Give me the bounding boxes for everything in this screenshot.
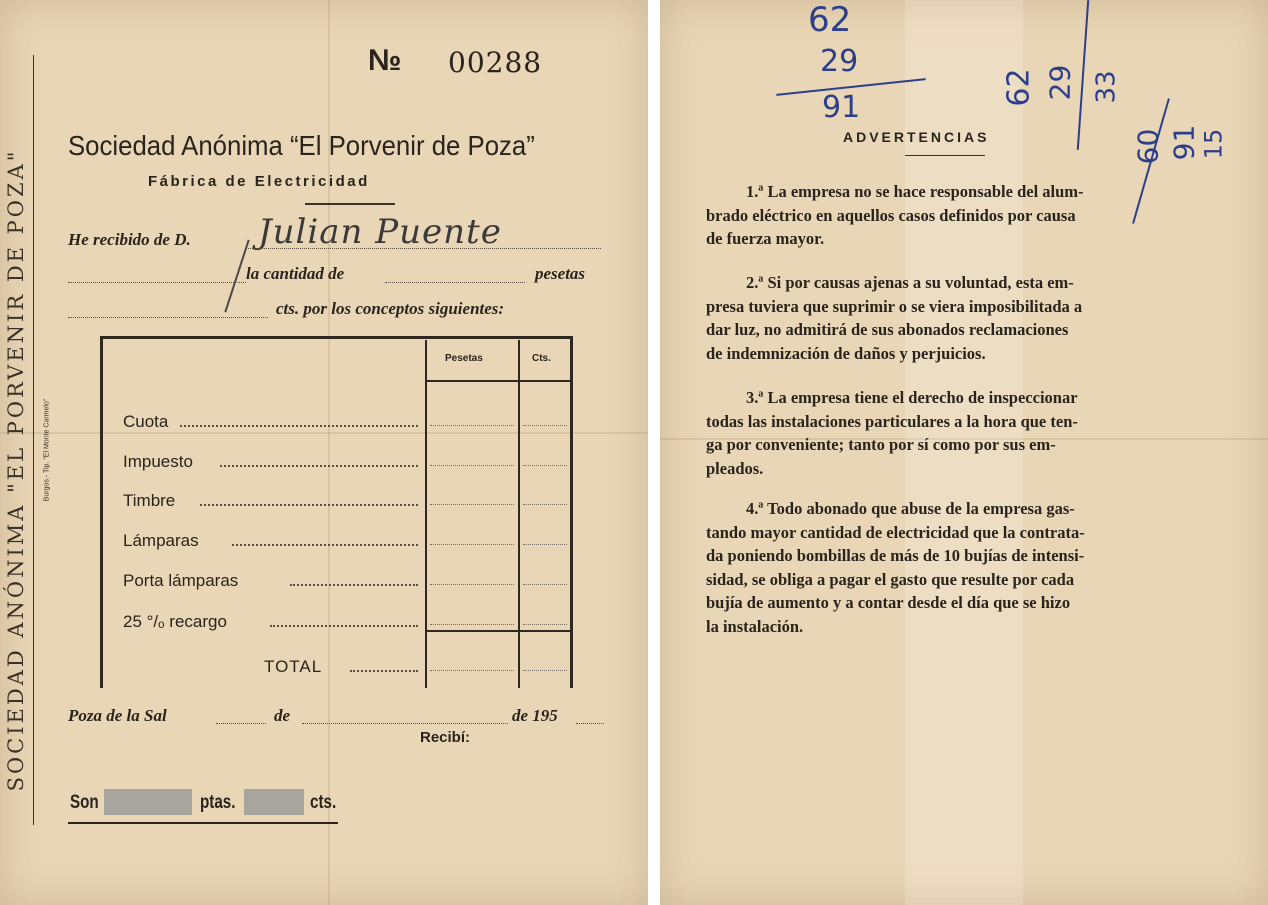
received-from-label: He recibido de D. [68, 230, 191, 249]
para-line: de indemnización de daños y perjuicios. [706, 343, 986, 363]
para-line: sidad, se obliga a pagar el gasto que resulte por cada [706, 569, 1075, 589]
para-line: pleados. [706, 458, 764, 478]
table-total-rule [425, 630, 571, 632]
item-timbre: Timbre [123, 491, 176, 510]
amount-line [385, 282, 525, 283]
table-col-divider [425, 340, 427, 688]
cell-line [523, 504, 567, 505]
cell-line [430, 544, 514, 545]
number-symbol: № [368, 44, 402, 77]
day-line [216, 723, 266, 724]
cell-line [430, 425, 514, 426]
redacted-cents [244, 789, 304, 815]
concepts-label: cts. por los conceptos siguientes: [276, 299, 505, 318]
pen-calc-2-a: 62 [1001, 68, 1037, 107]
subtitle-rule [305, 203, 395, 205]
cell-line [523, 670, 567, 671]
para-line: da poniendo bombillas de más de 10 bujías de intensi- [706, 546, 1085, 565]
para-line: 3.ª La empresa tiene el derecho de inspeccionar [746, 388, 1078, 407]
item-cuota: Cuota [123, 412, 169, 431]
advertencia-2 [706, 271, 1184, 365]
son-underline [68, 822, 338, 824]
cell-line [523, 624, 567, 625]
cell-line [430, 504, 514, 505]
item-recargo: 25 °/ₒ recargo [123, 612, 227, 631]
para-line: dar luz, no admitirá de sus abonados reclamaciones [706, 320, 1069, 339]
amount-label: la cantidad de [246, 264, 345, 283]
para-line: ga por conveniente; tanto por sí como por sus em- [706, 435, 1056, 454]
ptas-label: ptas. [200, 792, 236, 813]
item-leader [200, 504, 418, 506]
item-leader [180, 425, 418, 427]
table-header-rule [425, 380, 571, 382]
pesetas-label: pesetas [535, 264, 586, 283]
para-line: 1.ª La empresa no se hace responsable del alum- [746, 182, 1084, 201]
col-header-cts: Cts. [532, 353, 551, 364]
month-line [302, 723, 508, 724]
para-line: todas las instalaciones particulares a la hora que ten- [706, 411, 1078, 431]
margin-rule [33, 55, 34, 825]
advertencia-4 [706, 497, 1184, 638]
para-line: 4.ª Todo abonado que abuse de la empresa gas- [746, 499, 1075, 518]
vertical-company-title: SOCIEDAD ANÓNIMA "EL PORVENIR DE POZA" [4, 148, 28, 792]
col-header-pesetas: Pesetas [445, 353, 483, 364]
cell-line [523, 425, 567, 426]
para-line: tando mayor cantidad de electricidad que la contrata- [706, 522, 1085, 542]
company-subtitle: Fábrica de Electricidad [148, 173, 370, 190]
company-name: Sociedad Anónima “El Porvenir de Poza” [68, 130, 535, 161]
redacted-amount [104, 789, 192, 815]
pen-calc-2-c: 33 [1091, 70, 1122, 104]
item-leader [270, 625, 418, 627]
son-label: Son [70, 792, 99, 813]
received-from-name: Julian Puente [258, 212, 502, 252]
item-leader [232, 544, 418, 546]
printer-imprint: Burgos.- Tip. "El Monte Carmelo" [43, 398, 51, 502]
item-leader [350, 670, 418, 672]
cell-line [523, 584, 567, 585]
advertencia-3 [706, 386, 1184, 480]
para-line: brado eléctrico en aquellos casos definidos por causa [706, 205, 1076, 225]
title-rule [905, 155, 985, 156]
cell-line [430, 584, 514, 585]
receipt-number: 00288 [448, 46, 543, 79]
item-lamparas: Lámparas [123, 531, 199, 550]
item-leader [290, 584, 418, 586]
cts-label: cts. [310, 792, 337, 813]
place-label: Poza de la Sal [68, 706, 167, 725]
para-line: de fuerza mayor. [706, 229, 825, 248]
pen-calc-1-result: 91 [822, 90, 861, 125]
date-de: de [274, 706, 291, 725]
pen-calc-3-a: 60 [1131, 128, 1165, 165]
table-right-border [570, 336, 573, 688]
item-impuesto: Impuesto [123, 452, 193, 471]
pen-calc-2-b: 29 [1043, 64, 1077, 101]
para-line: la instalación. [706, 616, 804, 636]
recibi-label: Recibí: [420, 729, 471, 746]
year-label: de 195 [512, 706, 558, 725]
pen-calc-1-mid: 29 [820, 44, 859, 79]
table-col-divider [518, 340, 520, 688]
cell-line [430, 465, 514, 466]
cell-line [523, 465, 567, 466]
advertencias-title: ADVERTENCIAS [843, 129, 990, 145]
table-top-border [100, 336, 572, 339]
item-leader [220, 465, 418, 467]
advertencia-1 [706, 180, 1184, 251]
name-line [246, 248, 601, 249]
fold-crease [0, 432, 648, 434]
para-line: presa tuviera que suprimir o se viera imposibilitada a [706, 296, 1083, 316]
para-line: bujía de aumento y a contar desde el día que se hizo [706, 593, 1071, 612]
item-porta-lamparas: Porta lámparas [123, 571, 239, 590]
pen-calc-1-top: 62 [808, 0, 852, 40]
para-line: 2.ª Si por causas ajenas a su voluntad, esta em- [746, 273, 1074, 292]
year-line [576, 723, 604, 724]
cell-line [430, 624, 514, 625]
pen-calc-3-c: 15 [1199, 128, 1228, 160]
cell-line [523, 544, 567, 545]
total-label: TOTAL [264, 657, 323, 676]
amount-line-left [68, 282, 246, 283]
cents-line [68, 317, 268, 318]
table-left-border [100, 336, 103, 688]
pen-calc-3-b: 91 [1167, 124, 1201, 161]
cell-line [430, 670, 514, 671]
